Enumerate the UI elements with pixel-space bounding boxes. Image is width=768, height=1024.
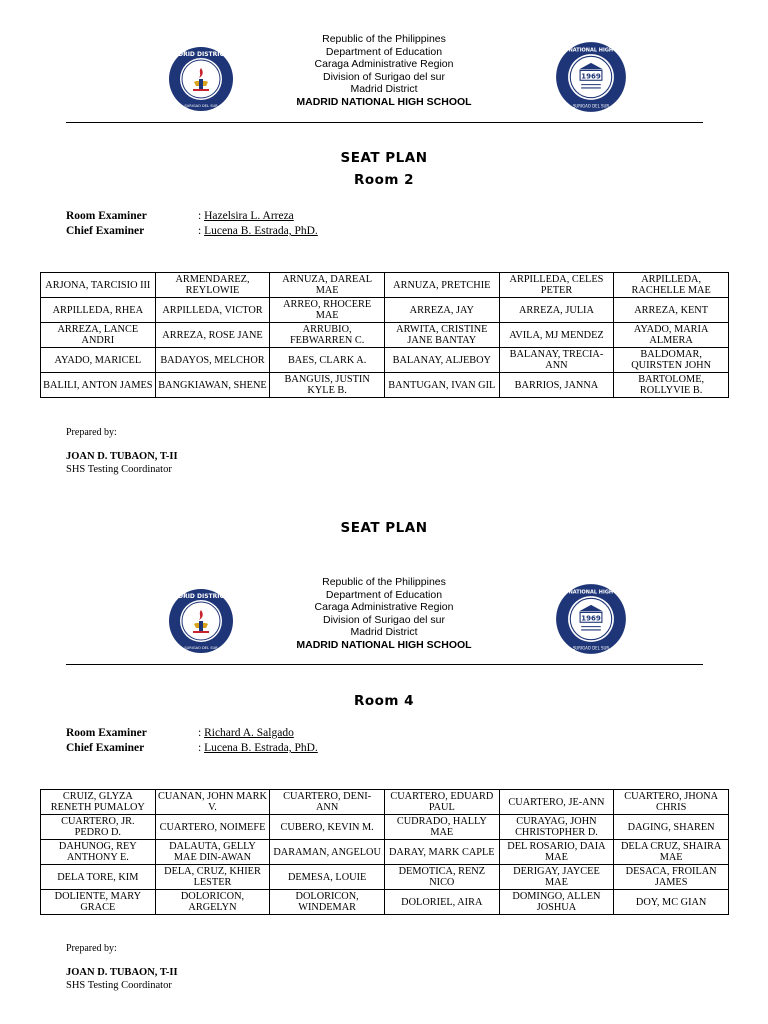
- seat-cell: BALANAY, TRECIA-ANN: [499, 348, 614, 373]
- school-name: MADRID NATIONAL HIGH SCHOOL: [296, 638, 472, 651]
- seat-cell: DARAMAN, ANGELOU: [270, 840, 385, 865]
- seat-cell: DELA TORE, KIM: [41, 865, 156, 890]
- preparer-title: SHS Testing Coordinator: [66, 979, 172, 991]
- seat-cell: DESACA, FROILAN JAMES: [614, 865, 729, 890]
- seat-cell: BANGUIS, JUSTIN KYLE B.: [270, 373, 385, 398]
- chief-examiner-value: : Lucena B. Estrada, PhD.: [198, 225, 318, 237]
- school-name: MADRID NATIONAL HIGH SCHOOL: [296, 95, 472, 108]
- letterhead-line: Division of Surigao del sur: [323, 70, 445, 83]
- seat-cell: DEMESA, LOUIE: [270, 865, 385, 890]
- table-row: [41, 790, 729, 815]
- seat-cell: ARREZA, KENT: [614, 298, 729, 323]
- seat-cell: BADAYOS, MELCHOR: [155, 348, 270, 373]
- seat-cell: DOMINGO, ALLEN JOSHUA: [499, 890, 614, 915]
- seat-cell: CURAYAG, JOHN CHRISTOPHER D.: [499, 815, 614, 840]
- letterhead-line: Department of Education: [325, 588, 443, 601]
- svg-text:MADRID DISTRICT II: MADRID DISTRICT II: [167, 51, 235, 58]
- seat-cell: DOLORICON, ARGELYN: [155, 890, 270, 915]
- seat-cell: ARREO, RHOCERE MAE: [270, 298, 385, 323]
- seat-cell: AYADO, MARIA ALMERA: [614, 323, 729, 348]
- seat-cell: BALILI, ANTON JAMES: [41, 373, 156, 398]
- seat-cell: BARRIOS, JANNA: [499, 373, 614, 398]
- seat-cell: CUANAN, JOHN MARK V.: [155, 790, 270, 815]
- letterhead-2: [0, 576, 768, 651]
- seat-cell: BALDOMAR, QUIRSTEN JOHN: [614, 348, 729, 373]
- seat-cell: CUARTERO, JR. PEDRO D.: [41, 815, 156, 840]
- seat-cell: ARRUBIO, FEBWARREN C.: [270, 323, 385, 348]
- seat-cell: ARNUZA, DAREAL MAE: [270, 273, 385, 298]
- seat-cell: AVILA, MJ MENDEZ: [499, 323, 614, 348]
- seat-cell: DERIGAY, JAYCEE MAE: [499, 865, 614, 890]
- seat-cell: ARPILLEDA, RACHELLE MAE: [614, 273, 729, 298]
- seat-cell: BARTOLOME, ROLLYVIE B.: [614, 373, 729, 398]
- signatory: [66, 451, 178, 476]
- svg-text:SURIGAO DEL SUR: SURIGAO DEL SUR: [572, 103, 610, 109]
- seat-cell: ARREZA, JAY: [384, 298, 499, 323]
- prepared-by-label: Prepared by:: [66, 943, 117, 954]
- seat-cell: ARREZA, JULIA: [499, 298, 614, 323]
- letterhead-line: Republic of the Philippines: [322, 33, 446, 45]
- svg-text:SURIGAO DEL SUR: SURIGAO DEL SUR: [572, 645, 610, 651]
- room-examiner-value: : Richard A. Salgado: [198, 727, 294, 739]
- letterhead-line: Caraga Administrative Region: [314, 601, 454, 613]
- seat-cell: DAHUNOG, REY ANTHONY E.: [41, 840, 156, 865]
- svg-text:SURIGAO DEL SUR: SURIGAO DEL SUR: [184, 104, 218, 108]
- seat-cell: ARREZA, ROSE JANE: [155, 323, 270, 348]
- seat-cell: CUDRADO, HALLY MAE: [384, 815, 499, 840]
- seat-cell: DEMOTICA, RENZ NICO: [384, 865, 499, 890]
- seat-cell: BANTUGAN, IVAN GIL: [384, 373, 499, 398]
- seat-cell: DELA CRUZ, SHAIRA MAE: [614, 840, 729, 865]
- room-examiner-label: Room Examiner: [66, 727, 147, 739]
- school-seal-icon: [544, 41, 638, 113]
- seat-cell: ARMENDAREZ, REYLOWIE: [155, 273, 270, 298]
- seat-cell: DALAUTA, GELLY MAE DIN-AWAN: [155, 840, 270, 865]
- seat-cell: ARWITA, CRISTINE JANE BANTAY: [384, 323, 499, 348]
- seat-cell: ARPILLEDA, VICTOR: [155, 298, 270, 323]
- table-row: [41, 815, 729, 840]
- seat-cell: DELA, CRUZ, KHIER LESTER: [155, 865, 270, 890]
- seat-cell: BALANAY, ALJEBOY: [384, 348, 499, 373]
- svg-text:SURIGAO DEL SUR: SURIGAO DEL SUR: [184, 646, 218, 650]
- header-divider: [66, 664, 703, 665]
- letterhead-line: Madrid District: [350, 83, 418, 95]
- seat-cell: DEL ROSARIO, DAIA MAE: [499, 840, 614, 865]
- room-examiner-label: Room Examiner: [66, 210, 147, 222]
- letterhead-line: Division of Surigao del sur: [323, 613, 445, 626]
- school-seal-icon: [544, 583, 638, 655]
- seat-cell: ARPILLEDA, CELES PETER: [499, 273, 614, 298]
- seat-cell: CUBERO, KEVIN M.: [270, 815, 385, 840]
- table-row: [41, 298, 729, 323]
- svg-text:MADRID NATIONAL HIGH SCHOOL: MADRID NATIONAL HIGH SCHOOL: [544, 589, 638, 596]
- letterhead-line: Department of Education: [325, 45, 443, 58]
- letterhead-line: Caraga Administrative Region: [314, 58, 454, 70]
- prepared-by-label: Prepared by:: [66, 427, 117, 438]
- room-label: Room 4: [353, 693, 415, 709]
- room-examiner-value: : Hazelsira L. Arreza: [198, 210, 294, 222]
- letterhead-1: [0, 33, 768, 108]
- school-logo-2: [544, 583, 638, 660]
- seat-plan-title: SEAT PLAN: [340, 150, 428, 166]
- room-label: Room 2: [353, 172, 415, 188]
- seat-cell: CUARTERO, NOIMEFE: [155, 815, 270, 840]
- school-logo-1: [544, 41, 638, 118]
- seat-cell: BAES, CLARK A.: [270, 348, 385, 373]
- svg-text:1969: 1969: [581, 613, 601, 623]
- table-row: [41, 323, 729, 348]
- seat-cell: CUARTERO, DENI-ANN: [270, 790, 385, 815]
- seat-cell: DAGING, SHAREN: [614, 815, 729, 840]
- seat-cell: AYADO, MARICEL: [41, 348, 156, 373]
- letterhead-line: Madrid District: [350, 626, 418, 638]
- signatory: [66, 967, 178, 992]
- table-row: [41, 373, 729, 398]
- seat-cell: BANGKIAWAN, SHENE: [155, 373, 270, 398]
- table-row: [41, 273, 729, 298]
- svg-text:MADRID NATIONAL HIGH SCHOOL: MADRID NATIONAL HIGH SCHOOL: [544, 47, 638, 54]
- seat-table: [40, 272, 729, 398]
- seat-cell: CUARTERO, JHONA CHRIS: [614, 790, 729, 815]
- seat-cell: ARPILLEDA, RHEA: [41, 298, 156, 323]
- seat-cell: CUARTERO, EDUARD PAUL: [384, 790, 499, 815]
- table-row: [41, 890, 729, 915]
- table-row: [41, 865, 729, 890]
- svg-text:1969: 1969: [581, 71, 601, 81]
- letterhead-line: Republic of the Philippines: [322, 576, 446, 588]
- seat-cell: ARNUZA, PRETCHIE: [384, 273, 499, 298]
- preparer-name: JOAN D. TUBAON, T-II: [66, 967, 178, 978]
- svg-text:MADRID DISTRICT II: MADRID DISTRICT II: [167, 593, 235, 600]
- seat-cell: DOY, MC GIAN: [614, 890, 729, 915]
- seat-cell: CUARTERO, JE-ANN: [499, 790, 614, 815]
- seat-cell: DOLORIEL, AIRA: [384, 890, 499, 915]
- chief-examiner-label: Chief Examiner: [66, 742, 145, 754]
- table-row: [41, 840, 729, 865]
- table-row: [41, 348, 729, 373]
- seat-cell: DOLORICON, WINDEMAR: [270, 890, 385, 915]
- preparer-name: JOAN D. TUBAON, T-II: [66, 451, 178, 462]
- chief-examiner-label: Chief Examiner: [66, 225, 145, 237]
- seat-cell: ARJONA, TARCISIO III: [41, 273, 156, 298]
- seat-cell: DARAY, MARK CAPLE: [384, 840, 499, 865]
- seat-cell: DOLIENTE, MARY GRACE: [41, 890, 156, 915]
- chief-examiner-value: : Lucena B. Estrada, PhD.: [198, 742, 318, 754]
- examiner-block: [66, 726, 366, 758]
- seat-table: [40, 789, 729, 915]
- examiner-block: [66, 209, 366, 241]
- preparer-title: SHS Testing Coordinator: [66, 463, 172, 475]
- seat-plan-title: SEAT PLAN: [340, 520, 428, 536]
- header-divider: [66, 122, 703, 123]
- seat-cell: CRUIZ, GLYZA RENETH PUMALOY: [41, 790, 156, 815]
- seat-cell: ARREZA, LANCE ANDRI: [41, 323, 156, 348]
